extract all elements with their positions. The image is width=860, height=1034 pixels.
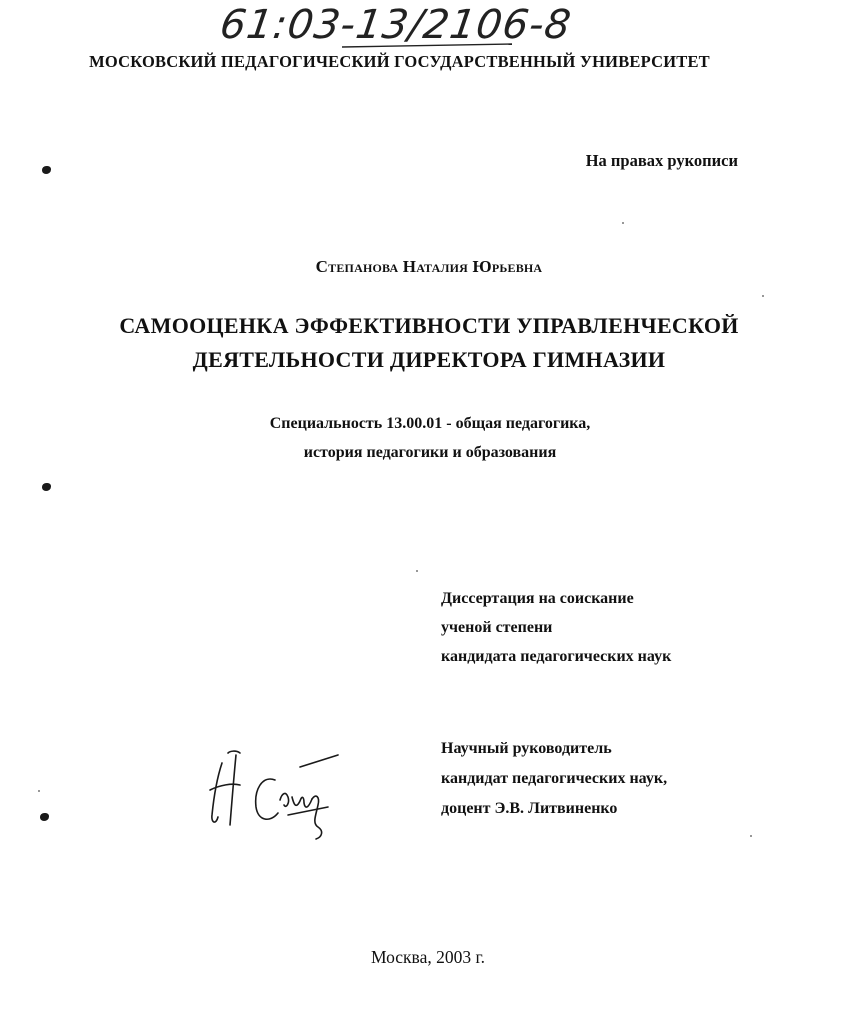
dissertation-line-2: ученой степени <box>441 619 553 636</box>
supervisor-block <box>441 734 667 824</box>
supervisor-line-3: доцент Э.В. Литвиненко <box>441 800 618 817</box>
scan-speck <box>622 222 624 224</box>
punch-hole-mark <box>40 813 49 821</box>
manuscript-rights-note: На правах рукописи <box>585 151 738 170</box>
specialty-line-2: история педагогики и образования <box>303 444 557 461</box>
author-signature <box>200 745 350 845</box>
city-and-year: Москва, 2003 г. <box>370 947 486 967</box>
specialty-line-1: Специальность 13.00.01 - общая педагогика, <box>269 415 591 432</box>
university-name: МОСКОВСКИЙ ПЕДАГОГИЧЕСКИЙ ГОСУДАРСТВЕННЫЙ УНИВЕРСИТЕТ <box>89 52 710 71</box>
author-name: Степанова Наталия Юрьевна <box>315 257 543 276</box>
scan-speck <box>750 835 752 837</box>
supervisor-line-2: кандидат педагогических наук, <box>441 770 668 787</box>
punch-hole-mark <box>42 166 51 174</box>
dissertation-line-1: Диссертация на соискание <box>441 590 634 607</box>
dissertation-degree-block <box>441 584 671 671</box>
dissertation-line-3: кандидата педагогических наук <box>441 648 672 665</box>
punch-hole-mark <box>42 483 51 491</box>
scan-speck <box>762 295 764 297</box>
specialty-block <box>0 409 860 467</box>
supervisor-line-1: Научный руководитель <box>441 740 612 757</box>
dissertation-title <box>0 309 858 377</box>
handwritten-archive-code <box>217 0 575 50</box>
title-line-1: САМООЦЕНКА ЭФФЕКТИВНОСТИ УПРАВЛЕНЧЕСКОЙ <box>119 313 739 338</box>
scan-speck <box>416 570 418 572</box>
title-line-2: ДЕЯТЕЛЬНОСТИ ДИРЕКТОРА ГИМНАЗИИ <box>192 347 666 372</box>
scan-speck <box>38 790 40 792</box>
archive-code-text: 61:03-13/2106-8 <box>217 2 575 48</box>
